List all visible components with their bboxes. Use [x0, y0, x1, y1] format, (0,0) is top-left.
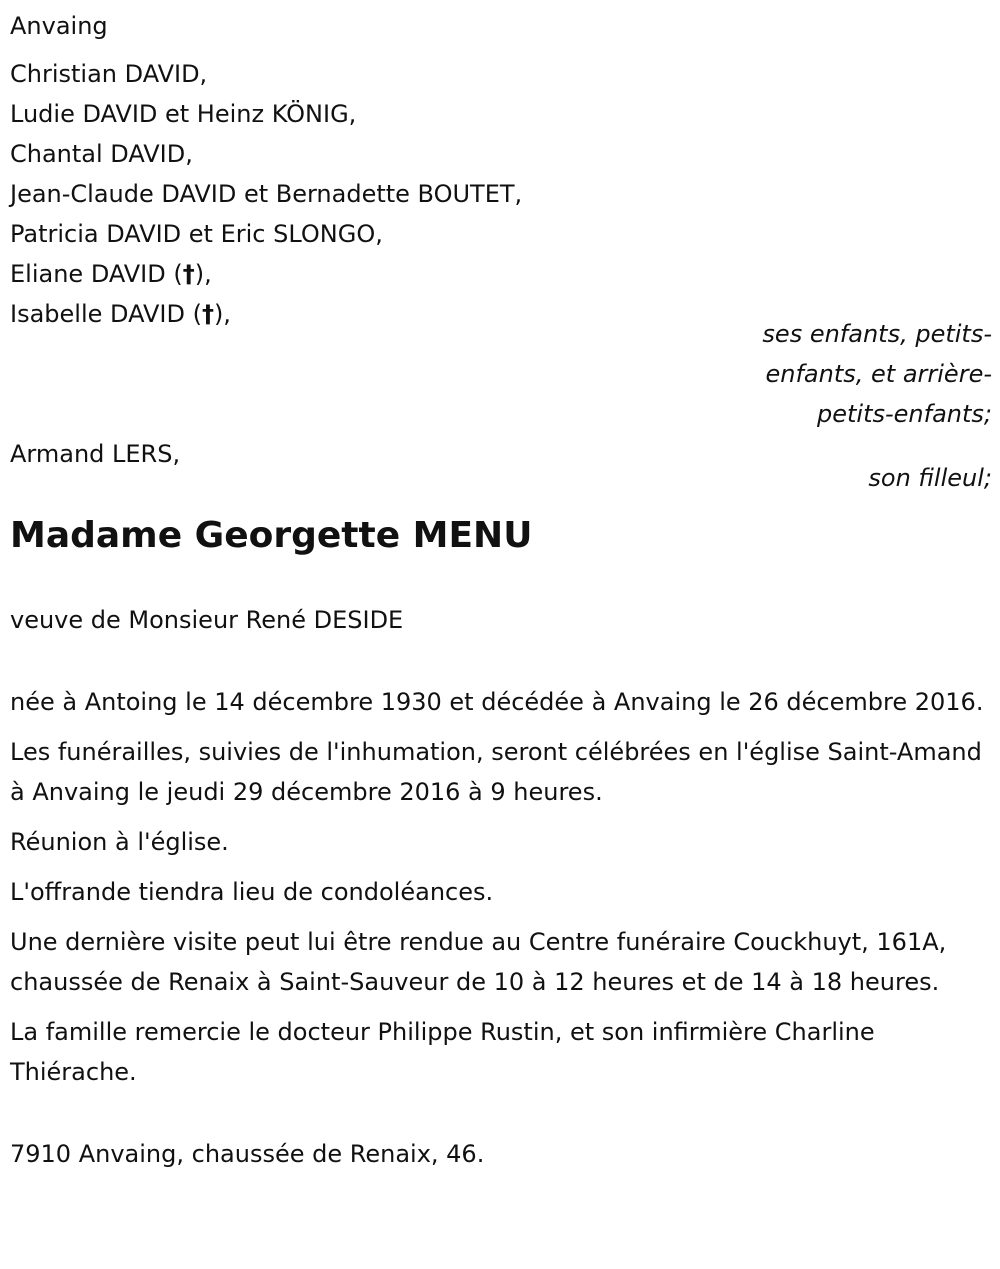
family-member-tail: ), [194, 260, 212, 288]
family-member-name: Isabelle DAVID ( [10, 300, 202, 328]
family-member-tail: ), [213, 300, 231, 328]
meeting-info: Réunion à l'église. [10, 828, 229, 856]
family-list [10, 54, 992, 334]
offering-info: L'offrande tiendra lieu de condoléances. [10, 878, 494, 906]
relation-line: petits-enfants; [817, 400, 992, 428]
family-member-name: Eliane DAVID ( [10, 260, 183, 288]
visit-info: Une dernière visite peut lui être rendue au Centre funéraire Couckhuyt, 161A, chaussée de Renaix à Saint-Sauveur de 10 à 12 heures et de 14 à 18 heures. [10, 928, 947, 996]
obituary-notice [10, 6, 992, 1174]
family-member: Christian DAVID, [10, 60, 208, 88]
notice-location: Anvaing [10, 12, 108, 40]
family-member: Chantal DAVID, [10, 140, 193, 168]
thanks-info: La famille remercie le docteur Philippe Rustin, et son infirmière Charline Thiérache. [10, 1018, 875, 1086]
family-member: Ludie DAVID et Heinz KÖNIG, [10, 100, 357, 128]
cross-icon: † [201, 300, 214, 328]
funeral-info: Les funérailles, suivies de l'inhumation, seront célébrées en l'église Saint-Amand à Anvaing le jeudi 29 décembre 2016 à 9 heures. [10, 738, 982, 806]
relation-line: enfants, et arrière- [765, 360, 992, 388]
family-member: Patricia DAVID et Eric SLONGO, [10, 220, 383, 248]
relation-children [742, 314, 992, 434]
widow-of: veuve de Monsieur René DESIDE [10, 606, 404, 634]
family-address: 7910 Anvaing, chaussée de Renaix, 46. [10, 1140, 485, 1168]
deceased-name: Madame Georgette MENU [10, 515, 533, 556]
relation-line: ses enfants, petits- [762, 320, 992, 348]
birth-death-info: née à Antoing le 14 décembre 1930 et décédée à Anvaing le 26 décembre 2016. [10, 688, 984, 716]
relation-godson: son filleul; [868, 464, 992, 492]
godson-name: Armand LERS, [10, 440, 181, 468]
cross-icon: † [182, 260, 195, 288]
family-member-deceased [10, 254, 992, 294]
family-member: Jean-Claude DAVID et Bernadette BOUTET, [10, 180, 523, 208]
